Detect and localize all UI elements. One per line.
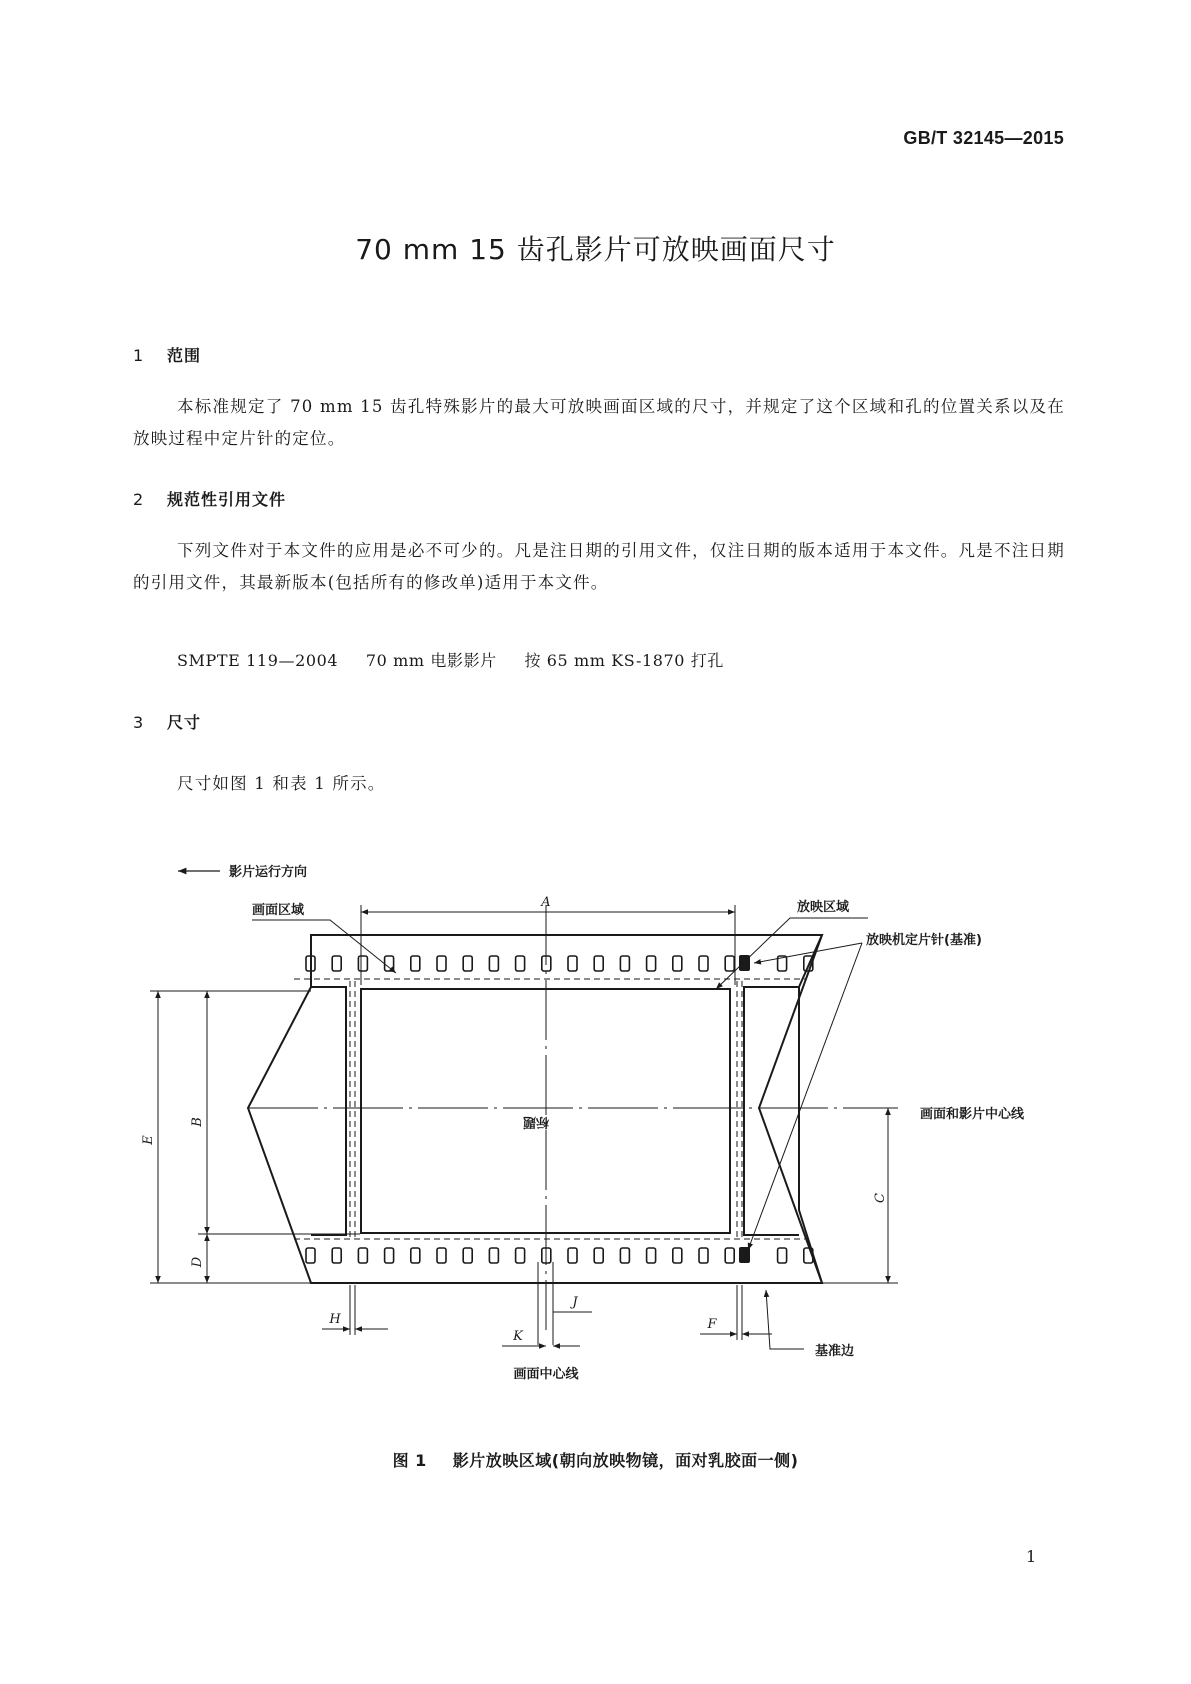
picture-area-label: 画面区域 [252, 903, 305, 918]
section-title: 范围 [167, 346, 202, 365]
perforation-hole [699, 956, 708, 971]
perforation-hole [620, 1248, 629, 1263]
section-heading-3 [133, 710, 201, 733]
dim-h-label: H [329, 1312, 341, 1327]
dim-a-label: A [541, 895, 551, 910]
perforation-hole [725, 956, 734, 971]
adjacent-frame-left [311, 987, 346, 1235]
perforation-hole [568, 1248, 577, 1263]
dim-f-label: F [707, 1317, 717, 1332]
perforation-hole [673, 956, 682, 971]
figure-caption [0, 1448, 1191, 1471]
picture-area-leader [252, 920, 396, 973]
caption-text: 影片放映区域(朝向放映物镜，面对乳胶面一侧) [452, 1451, 799, 1470]
perforation-hole [463, 956, 472, 971]
perforation-hole [699, 1248, 708, 1263]
dim-d-label: D [190, 1256, 205, 1268]
perforation-hole [725, 1248, 734, 1263]
register-pin-leader-top [754, 943, 862, 963]
perforation-hole [516, 1248, 525, 1263]
register-pin-leader-bottom [748, 943, 862, 1250]
perforation-hole [489, 1248, 498, 1263]
reference-edge-leader [766, 1290, 804, 1349]
perforation-hole [332, 956, 341, 971]
perforation-row-bottom [306, 1248, 813, 1263]
reference-code: SMPTE 119—2004 [177, 651, 339, 670]
section-number: 3 [133, 713, 145, 732]
perforation-hole [489, 956, 498, 971]
perforation-hole [411, 1248, 420, 1263]
perforation-hole [385, 1248, 394, 1263]
section-title: 尺寸 [167, 713, 202, 732]
perforation-hole [463, 1248, 472, 1263]
register-pin-label: 放映机定片针(基准) [866, 933, 982, 948]
perforation-hole [594, 1248, 603, 1263]
section-2-body: 下列文件对于本文件的应用是必不可少的。凡是注日期的引用文件，仅注日期的版本适用于本文件。凡是不注日期的引用文件，其最新版本(包括所有的修改单)适用于本文件。 [133, 541, 1065, 592]
standard-number: GB/T 32145—2015 [903, 128, 1064, 148]
perforation-hole [516, 956, 525, 971]
page-number: 1 [1026, 1547, 1037, 1566]
reference-title: 70 mm 电影影片 [365, 651, 497, 670]
projection-area-leader [716, 918, 868, 989]
reference-edge-label: 基准边 [815, 1344, 855, 1359]
perforation-hole [620, 956, 629, 971]
perforation-hole [385, 956, 394, 971]
dim-b-label: B [190, 1117, 205, 1127]
dim-e-label: E [141, 1135, 156, 1145]
direction-label: 影片运行方向 [229, 865, 308, 880]
section-number: 2 [133, 490, 145, 509]
perforation-hole [411, 956, 420, 971]
section-heading-2 [133, 487, 286, 510]
perforation-hole [437, 1248, 446, 1263]
centerline-label: 画面和影片中心线 [920, 1107, 1025, 1122]
perforation-hole [332, 1248, 341, 1263]
projection-area-label: 放映区域 [797, 900, 850, 915]
perforation-hole [306, 1248, 315, 1263]
perforation-hole [437, 956, 446, 971]
section-number: 1 [133, 346, 145, 365]
perforation-hole [647, 1248, 656, 1263]
section-heading-1 [133, 343, 201, 366]
perforation-hole [568, 956, 577, 971]
perforation-hole [594, 956, 603, 971]
perforation-hole [358, 956, 367, 971]
section-title: 规范性引用文件 [167, 490, 287, 509]
dim-j-label: J [572, 1295, 578, 1310]
caption-number: 图 1 [392, 1451, 427, 1470]
perforation-hole [358, 1248, 367, 1263]
reference-note: 按 65 mm KS-1870 打孔 [524, 651, 724, 670]
perforation-hole [647, 956, 656, 971]
perforation-hole [673, 1248, 682, 1263]
document-title: 70 mm 15 齿孔影片可放映画面尺寸 [355, 233, 836, 266]
dim-c-label: C [873, 1193, 888, 1203]
film-projection-area-figure [0, 840, 1191, 1380]
section-3-body: 尺寸如图 1 和表 1 所示。 [177, 774, 386, 793]
center-mark: 标题 [522, 1114, 550, 1129]
picture-centerline-label: 画面中心线 [513, 1367, 579, 1380]
dim-k-label: K [513, 1329, 523, 1344]
section-1-body: 本标准规定了 70 mm 15 齿孔特殊影片的最大可放映画面区域的尺寸，并规定了这个区域和孔的位置关系以及在放映过程中定片针的定位。 [133, 397, 1065, 448]
normative-reference [177, 648, 746, 671]
perforation-hole [778, 1248, 787, 1263]
